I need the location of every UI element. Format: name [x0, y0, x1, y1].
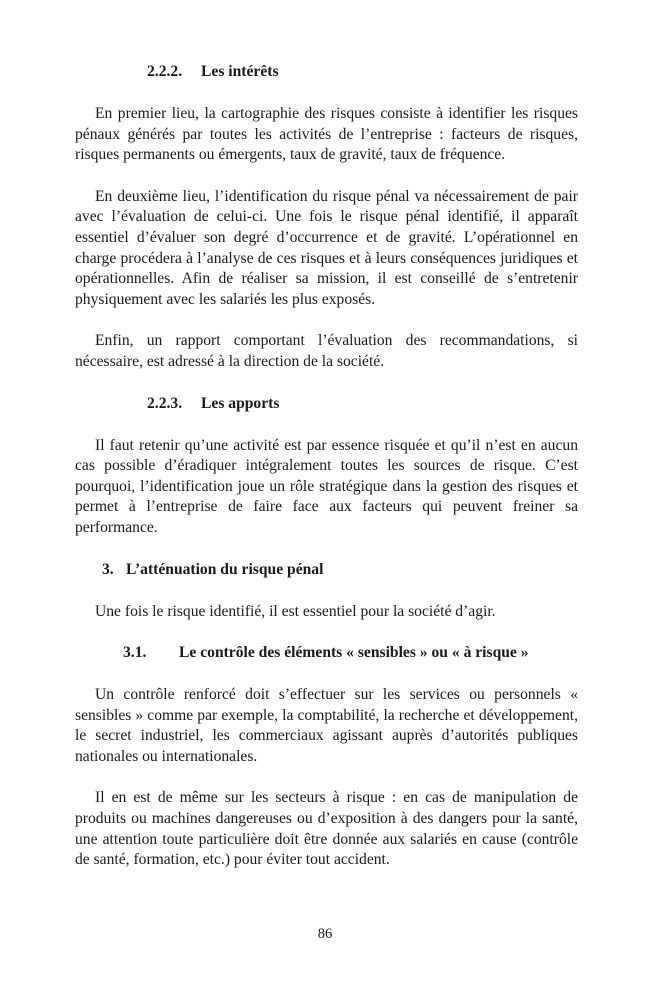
section-title: Les intérêts: [201, 63, 279, 80]
section-heading-2-2-3: [75, 394, 578, 414]
section-number: 2.2.3.: [147, 394, 183, 412]
paragraph: Il en est de même sur les secteurs à risque : en cas de manipulation de produits ou machines dangereuses ou d’exposition à des dangers pour la santé, une attention toute particulière doit être donnée aux salariés en cause (contrôle de santé, formation, etc.) pour éviter tout accident.: [75, 789, 578, 869]
section-heading-3: [75, 560, 578, 580]
section-title: L’atténuation du risque pénal: [126, 560, 324, 578]
paragraph: Il faut retenir qu’une activité est par essence risquée et qu’il n’est en aucun cas possible d’éradiquer intégralement toutes les sources de risque. C’est pourquoi, l’identification joue un rôle stratégique dans la gestion des risques et permet à l’entreprise de faire face aux facteurs qui peuvent freiner sa performance.: [75, 436, 578, 536]
paragraph: En deuxième lieu, l’identification du risque pénal va nécessairement de pair avec l’évaluation de celui-ci. Une fois le risque pénal identifié, il apparaît essentiel d’évaluer son degré d’occurrence et de gravité. L’opérationnel en charge procédera à l’analyse de ces risques et à leurs conséquences juridiques et opérationnelles. Afin de réaliser sa mission, il est conseillé de s’entretenir physiquement avec les salariés les plus exposés.: [75, 187, 578, 308]
paragraph: Enfin, un rapport comportant l’évaluation des recommandations, si nécessaire, est adressé à la direction de la société.: [75, 332, 578, 370]
page-number: 86: [317, 926, 333, 942]
paragraph: Une fois le risque identifié, il est essentiel pour la société d’agir.: [95, 602, 496, 620]
section-number: 2.2.2.: [147, 63, 183, 80]
section-number: 3.: [102, 560, 114, 578]
section-title: Les apports: [201, 394, 280, 412]
section-heading-3-1: [75, 643, 578, 663]
section-title: Le contrôle des éléments « sensibles » ou « à risque »: [179, 644, 529, 662]
section-number: 3.1.: [123, 644, 147, 662]
section-heading-2-2-2: [75, 62, 578, 82]
document-page: [75, 62, 578, 892]
paragraph: En premier lieu, la cartographie des risques consiste à identifier les risques pénaux générés par toutes les activités de l’entreprise : facteurs de risques, risques permanents ou émergents, taux de gravité, taux de fréquence.: [75, 105, 578, 164]
paragraph: Un contrôle renforcé doit s’effectuer sur les services ou personnels « sensibles » comme par exemple, la comptabilité, la recherche et développement, le secret industriel, les commerciaux agissant auprès d’autorités publiques nationales ou internationales.: [75, 686, 578, 765]
